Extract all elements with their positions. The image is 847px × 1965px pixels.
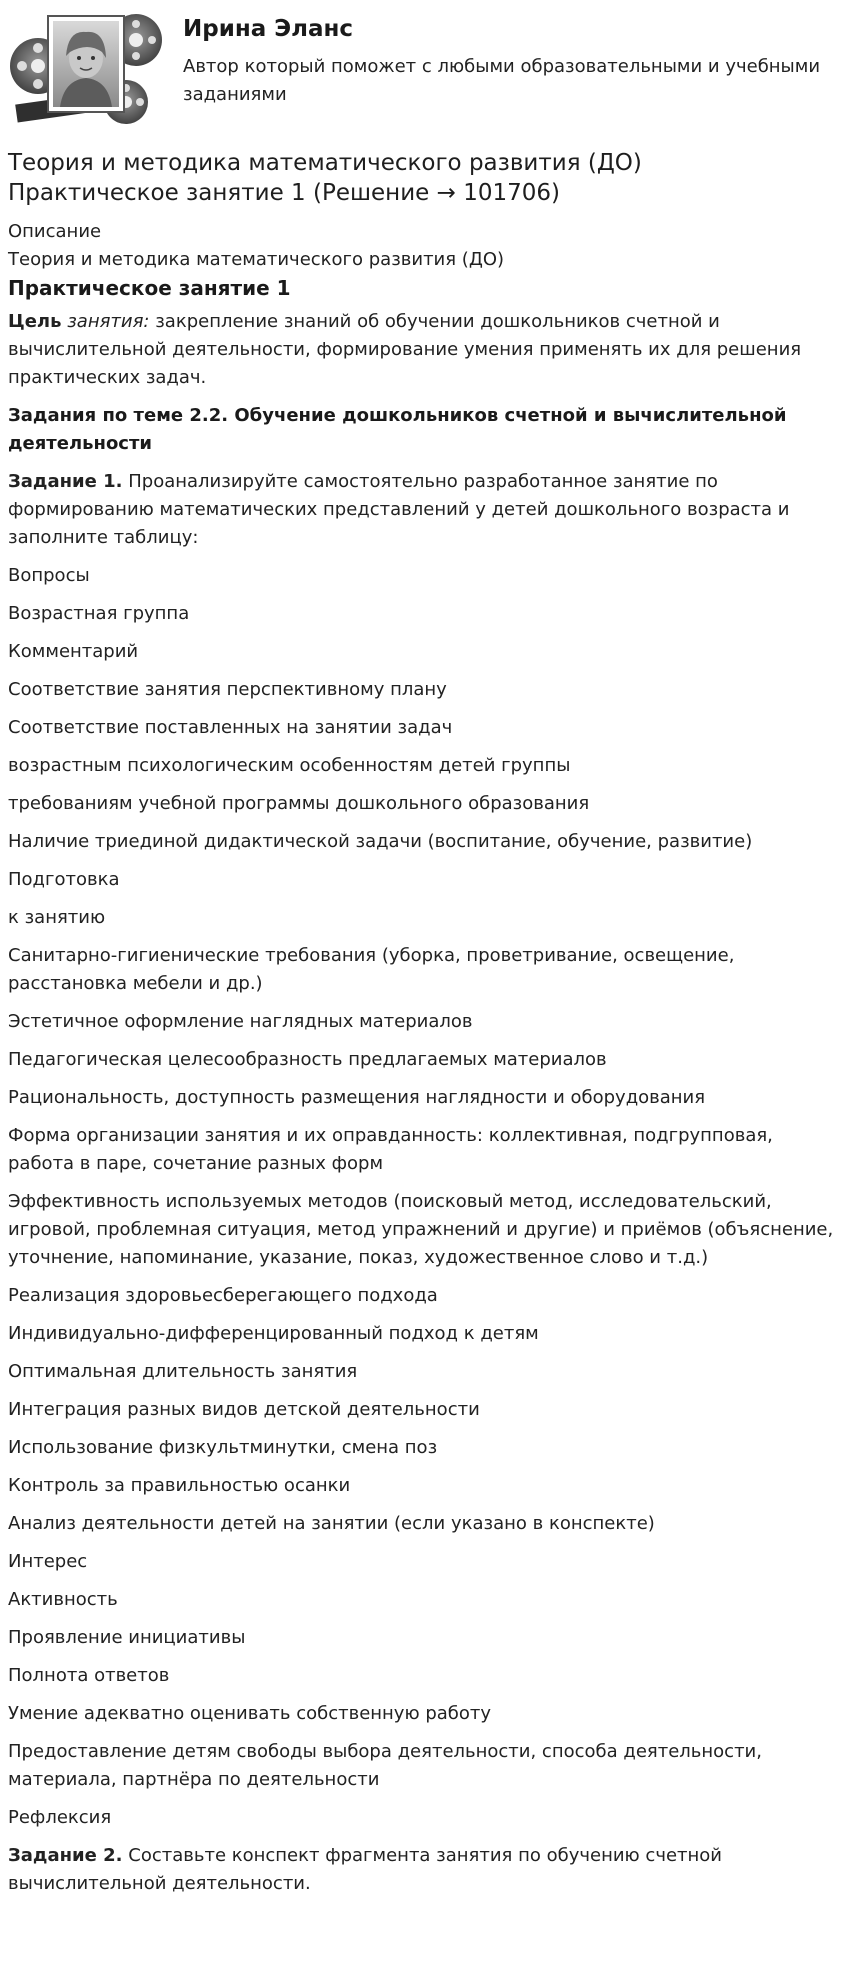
goal-paragraph xyxy=(8,308,838,392)
task-2-text: Составьте конспект фрагмента занятия по обучению счетной вычислительной деятельности. xyxy=(8,1845,722,1894)
course-name: Теория и методика математического развития (ДО) xyxy=(8,249,505,270)
table-row: Педагогическая целесообразность предлагаемых материалов xyxy=(8,1049,607,1070)
table-row: Возрастная группа xyxy=(8,603,190,624)
task-1-paragraph xyxy=(8,468,838,552)
goal-label-italic: занятия: xyxy=(67,311,150,332)
table-row: к занятию xyxy=(8,907,106,928)
table-row: Умение адекватно оценивать собственную работу xyxy=(8,1703,492,1724)
table-row: возрастным психологическим особенностям детей группы xyxy=(8,755,571,776)
table-row: Использование физкультминутки, смена поз xyxy=(8,1437,438,1458)
goal-text: закрепление знаний об обучении дошкольников счетной и вычислительной деятельности, формирование умения применять их для решения практических задач. xyxy=(8,311,802,388)
section-title: Практическое занятие 1 xyxy=(8,276,291,300)
table-row: Подготовка xyxy=(8,869,120,890)
table-row: Эффективность используемых методов (поисковый метод, исследовательский, игровой, проблемная ситуация, метод упражнений и другие) и приёмов (объяснение, уточнение, напоминание, указание, показ, художественное слово и т.д.) xyxy=(8,1191,834,1268)
table-row: Проявление инициативы xyxy=(8,1627,246,1648)
table-row: Активность xyxy=(8,1589,118,1610)
table-row: Реализация здоровьесберегающего подхода xyxy=(8,1285,438,1306)
table-row: Контроль за правильностью осанки xyxy=(8,1475,351,1496)
table-row: Комментарий xyxy=(8,641,139,662)
author-description: Автор который поможет с любыми образовательными и учебными заданиями xyxy=(183,56,821,105)
table-row: Вопросы xyxy=(8,565,90,586)
table-row: Оптимальная длительность занятия xyxy=(8,1361,358,1382)
film-reel-photo-frame xyxy=(8,8,168,126)
page-title-line-2: Практическое занятие 1 (Решение → 101706) xyxy=(8,180,560,206)
table-row: Санитарно-гигиенические требования (уборка, проветривание, освещение, расстановка мебели и др.) xyxy=(8,945,735,994)
table-row: Интерес xyxy=(8,1551,88,1572)
topic-heading: Задания по теме 2.2. Обучение дошкольников счетной и вычислительной деятельности xyxy=(8,405,787,454)
task-1-label: Задание 1. xyxy=(8,471,123,492)
table-row: Индивидуально-дифференцированный подход к детям xyxy=(8,1323,539,1344)
table-row: Форма организации занятия и их оправданность: коллективная, подгрупповая, работа в паре, сочетание разных форм xyxy=(8,1125,773,1174)
author-card xyxy=(8,8,838,126)
task-2-label: Задание 2. xyxy=(8,1845,123,1866)
table-row: Соответствие поставленных на занятии задач xyxy=(8,717,453,738)
avatar[interactable] xyxy=(8,8,168,126)
table-row: Полнота ответов xyxy=(8,1665,170,1686)
task-2-paragraph xyxy=(8,1842,838,1898)
table-row: Интеграция разных видов детской деятельности xyxy=(8,1399,480,1420)
table-row: Рефлексия xyxy=(8,1807,112,1828)
table-row: Соответствие занятия перспективному плану xyxy=(8,679,447,700)
table-row: Эстетичное оформление наглядных материалов xyxy=(8,1011,473,1032)
table-row: Наличие триединой дидактической задачи (воспитание, обучение, развитие) xyxy=(8,831,753,852)
goal-label-bold: Цель xyxy=(8,311,62,332)
analysis-table xyxy=(8,562,838,1832)
table-row: Предоставление детям свободы выбора деятельности, способа деятельности, материала, партнёра по деятельности xyxy=(8,1741,762,1790)
page-title-line-1: Теория и методика математического развития (ДО) xyxy=(8,150,642,176)
table-row: Анализ деятельности детей на занятии (если указано в конспекте) xyxy=(8,1513,655,1534)
document-content xyxy=(8,148,838,1908)
author-name[interactable]: Ирина Эланс xyxy=(183,16,354,42)
description-label: Описание xyxy=(8,221,102,242)
table-row: требованиям учебной программы дошкольного образования xyxy=(8,793,590,814)
table-row: Рациональность, доступность размещения наглядности и оборудования xyxy=(8,1087,706,1108)
task-1-text: Проанализируйте самостоятельно разработанное занятие по формированию математических представлений у детей дошкольного возраста и заполните таблицу: xyxy=(8,471,790,548)
